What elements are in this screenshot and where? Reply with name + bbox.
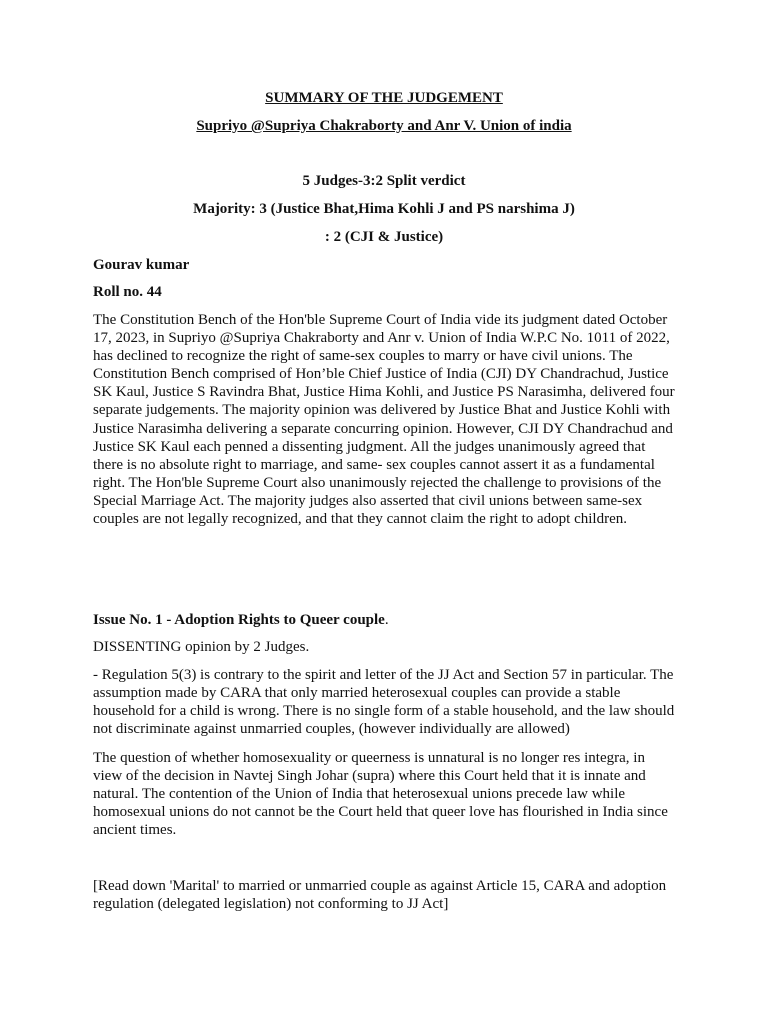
verdict-split: 5 Judges-3:2 Split verdict xyxy=(302,173,466,189)
dissent-label: DISSENTING opinion by 2 Judges. xyxy=(93,639,310,655)
verdict-majority: Majority: 3 (Justice Bhat,Hima Kohli J and PS narshima J) xyxy=(193,201,575,217)
queerness-paragraph: The question of whether homosexuality or queerness is unnatural is no longer res integra, in view of the decision in Navtej Singh Johar (supra) where this Court held that it is innate and natural. The contention of the Union of India that heterosexual unions precede law while homosexual unions do not cannot be the Court held that queer love has flourished in India since ancient times. xyxy=(93,750,668,839)
document-title: SUMMARY OF THE JUDGEMENT xyxy=(265,90,503,106)
author-roll: Roll no. 44 xyxy=(93,284,162,300)
summary-paragraph: The Constitution Bench of the Hon'ble Supreme Court of India vide its judgment dated October 17, 2023, in Supriyo @Supriya Chakraborty and Anr v. Union of India W.P.C No. 1011 of 2022, has declined to recognize the right of same-sex couples to marry or have civil unions. The Constitution Bench comprised of Hon’ble Chief Justice of India (CJI) DY Chandrachud, Justice SK Kaul, Justice S Ravindra Bhat, Justice Hima Kohli, and Justice PS Narasimha, delivered four separate judgements. The majority opinion was delivered by Justice Bhat and Justice Kohli with Justice Narasimha delivering a separate concurring opinion. However, CJI DY Chandrachud and Justice SK Kaul each penned a dissenting judgment. All the judges unanimously agreed that there is no absolute right to marriage, and same- sex couples cannot assert it as a fundamental right. The Hon'ble Supreme Court also unanimously rejected the challenge to provisions of the Special Marriage Act. The majority judges also asserted that civil unions between same-sex couples are not legally recognized, and that they cannot claim the right to adopt children. xyxy=(93,312,675,528)
issue-heading xyxy=(93,611,675,629)
read-down-paragraph: [Read down 'Marital' to married or unmarried couple as against Article 15, CARA and adoption regulation (delegated legislation) not conforming to JJ Act] xyxy=(93,878,667,913)
issue-heading-bold: Issue No. 1 - Adoption Rights to Queer couple xyxy=(93,612,385,628)
author-name: Gourav kumar xyxy=(93,257,190,273)
verdict-minority: : 2 (CJI & Justice) xyxy=(324,229,444,245)
issue-heading-tail: . xyxy=(384,612,389,628)
case-name: Supriyo @Supriya Chakraborty and Anr V. Union of india xyxy=(196,118,572,134)
regulation-paragraph: - Regulation 5(3) is contrary to the spirit and letter of the JJ Act and Section 57 in particular. The assumption made by CARA that only married heterosexual couples can provide a stable household for a child is wrong. There is no single form of a stable household, and the law should not discriminate against unmarried couples, (however individually are allowed) xyxy=(93,667,675,738)
